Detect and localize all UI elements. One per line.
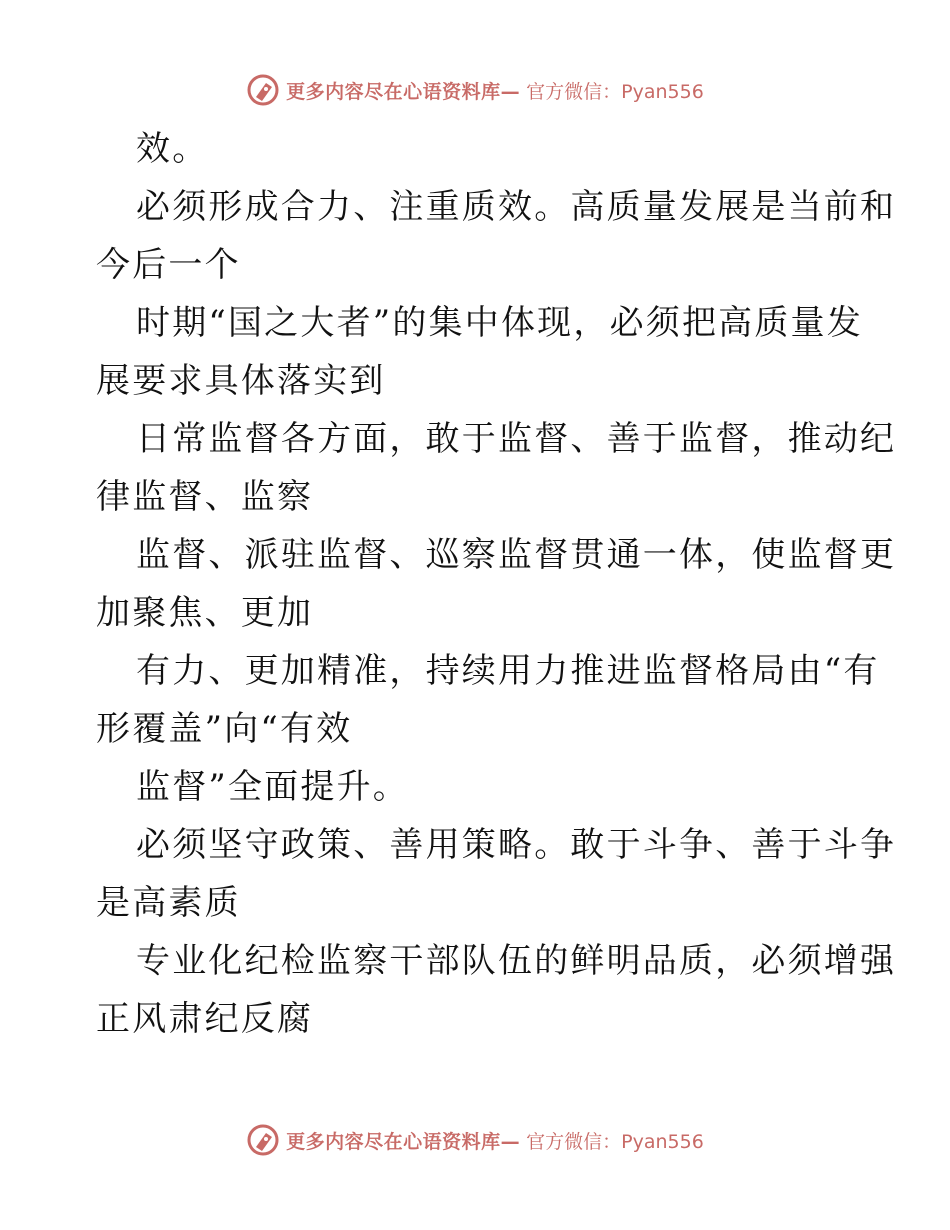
paragraph-line: 监督、派驻监督、巡察监督贯通一体，使监督更 [136,535,897,575]
header-watermark-text: 更多内容尽在心语资料库— [286,80,521,103]
paragraph-line: 今后一个 [96,245,241,285]
paragraph-line: 日常监督各方面，敢于监督、善于监督，推动纪 [136,419,897,459]
paragraph-line: 正风肃纪反腐 [96,999,314,1039]
footer-watermark-wechat: 官方微信：Pyan556 [526,1130,704,1153]
header-watermark [0,70,950,110]
footer-watermark [0,1120,950,1160]
paragraph-line: 加聚焦、更加 [96,593,314,633]
paragraph-line: 律监督、监察 [96,477,314,517]
paragraph-line: 效。 [136,129,209,169]
paragraph-line: 形覆盖”向“有效 [96,709,353,749]
document-body [96,120,897,1048]
paragraph-line: 有力、更加精准，持续用力推进监督格局由“有 [136,651,880,691]
paragraph-line: 专业化纪检监察干部队伍的鲜明品质，必须增强 [136,941,897,981]
paragraph-line: 时期“国之大者”的集中体现，必须把高质量发 [136,303,863,343]
paragraph-line: 监督”全面提升。 [136,767,409,807]
paragraph-line: 必须坚守政策、善用策略。敢于斗争、善于斗争 [136,825,897,865]
header-watermark-wechat: 官方微信：Pyan556 [526,80,704,103]
paragraph-line: 展要求具体落实到 [96,361,386,401]
footer-watermark-text: 更多内容尽在心语资料库— [286,1130,521,1153]
paragraph-line: 是高素质 [96,883,241,923]
paragraph-line: 必须形成合力、注重质效。高质量发展是当前和 [136,187,897,227]
pen-nib-logo-icon [246,1123,280,1157]
pen-nib-logo-icon [246,73,280,107]
